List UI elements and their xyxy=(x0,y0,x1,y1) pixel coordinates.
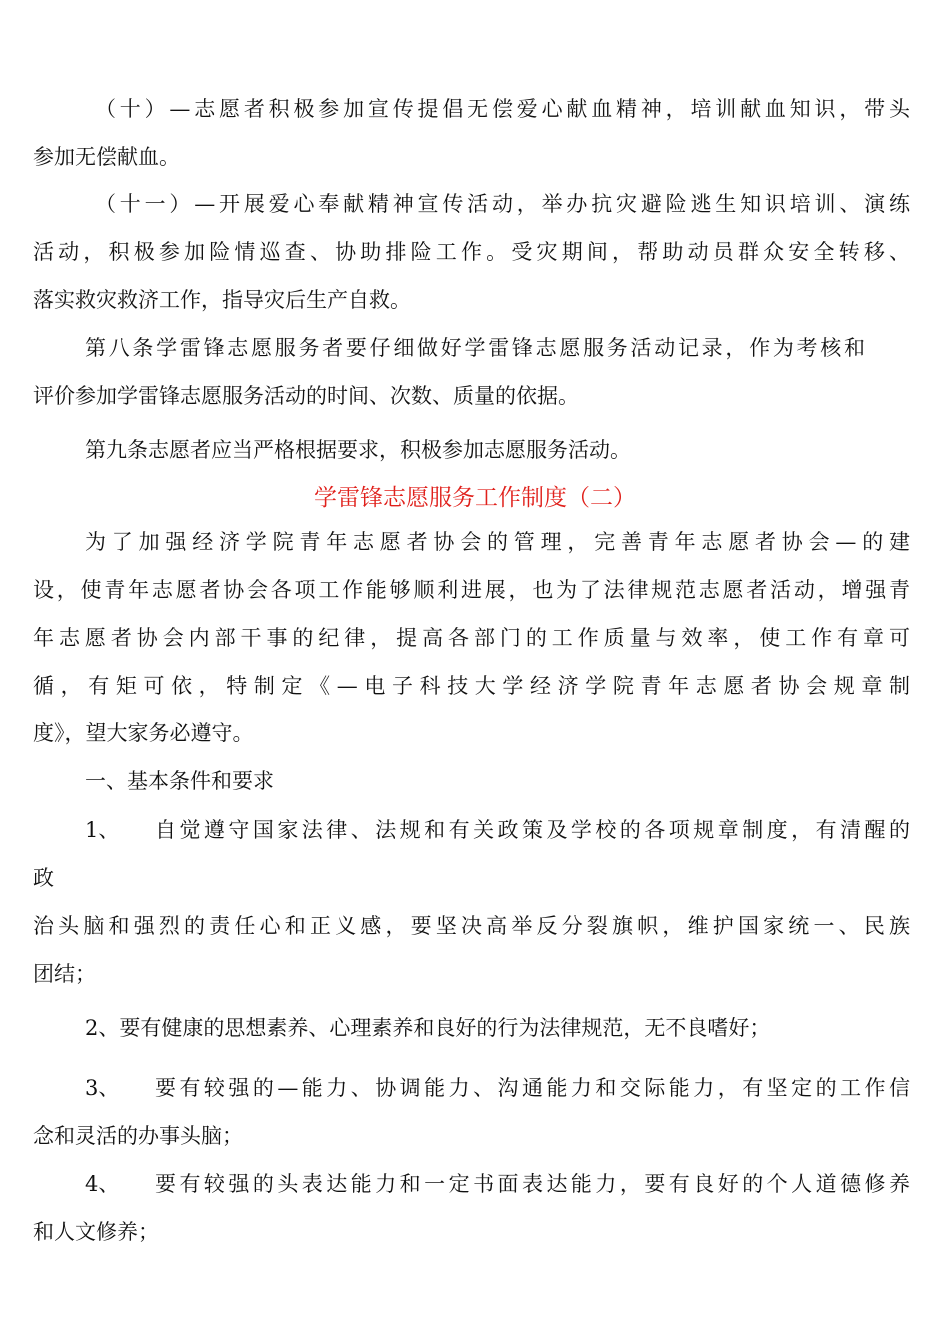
list-item-text: 念和灵活的办事头脑； xyxy=(33,1124,243,1148)
list-item-text: 要有较强的头表达能力和一定书面表达能力，要有良好的个人道德修养 xyxy=(155,1172,910,1196)
paragraph-line: （十）—志愿者积极参加宣传提倡无偿爱心献血精神，培训献血知识，带头 xyxy=(95,97,910,121)
paragraph-line: （十一）—开展爱心奉献精神宣传活动，举办抗灾避险逃生知识培训、演练 xyxy=(95,192,910,216)
paragraph-line: 年志愿者协会内部干事的纪律，提高各部门的工作质量与效率，使工作有章可 xyxy=(33,626,910,650)
list-item-text: 团结； xyxy=(33,962,96,986)
list-item-text: 2、要有健康的思想素养、心理素养和良好的行为法律规范，无不良嗜好； xyxy=(85,1016,771,1040)
list-item-text: 治头脑和强烈的责任心和正义感，要坚决高举反分裂旗帜，维护国家统一、民族 xyxy=(33,914,910,938)
list-item-text: 和人文修养； xyxy=(33,1220,159,1244)
list-item-number: 3、 xyxy=(85,1076,120,1100)
paragraph-line: 第九条志愿者应当严格根据要求，积极参加志愿服务活动。 xyxy=(85,438,631,462)
section-heading: 一、基本条件和要求 xyxy=(85,769,274,793)
paragraph-line: 参加无偿献血。 xyxy=(33,145,180,169)
list-item-text: 政 xyxy=(33,866,54,890)
paragraph-line: 循，有矩可依，特制定《—电子科技大学经济学院青年志愿者协会规章制 xyxy=(33,674,910,698)
paragraph-line: 评价参加学雷锋志愿服务活动的时间、次数、质量的依据。 xyxy=(33,384,579,408)
paragraph-line: 度》，望大家务必遵守。 xyxy=(33,721,254,745)
paragraph-line: 落实救灾救济工作，指导灾后生产自救。 xyxy=(33,288,411,312)
section-title: 学雷锋志愿服务工作制度（二） xyxy=(314,485,636,511)
paragraph-line: 为了加强经济学院青年志愿者协会的管理，完善青年志愿者协会—的建 xyxy=(85,530,910,554)
list-item-number: 4、 xyxy=(85,1172,120,1196)
paragraph-line: 活动，积极参加险情巡查、协助排险工作。受灾期间，帮助动员群众安全转移、 xyxy=(33,240,910,264)
list-item-number: 1、 xyxy=(85,818,120,842)
paragraph-line: 设，使青年志愿者协会各项工作能够顺利进展，也为了法律规范志愿者活动，增强青 xyxy=(33,578,910,602)
list-item-text: 要有较强的—能力、协调能力、沟通能力和交际能力，有坚定的工作信 xyxy=(155,1076,910,1100)
list-item-text: 自觉遵守国家法律、法规和有关政策及学校的各项规章制度，有清醒的 xyxy=(155,818,910,842)
paragraph-line: 第八条学雷锋志愿服务者要仔细做好学雷锋志愿服务活动记录，作为考核和 xyxy=(85,336,865,360)
